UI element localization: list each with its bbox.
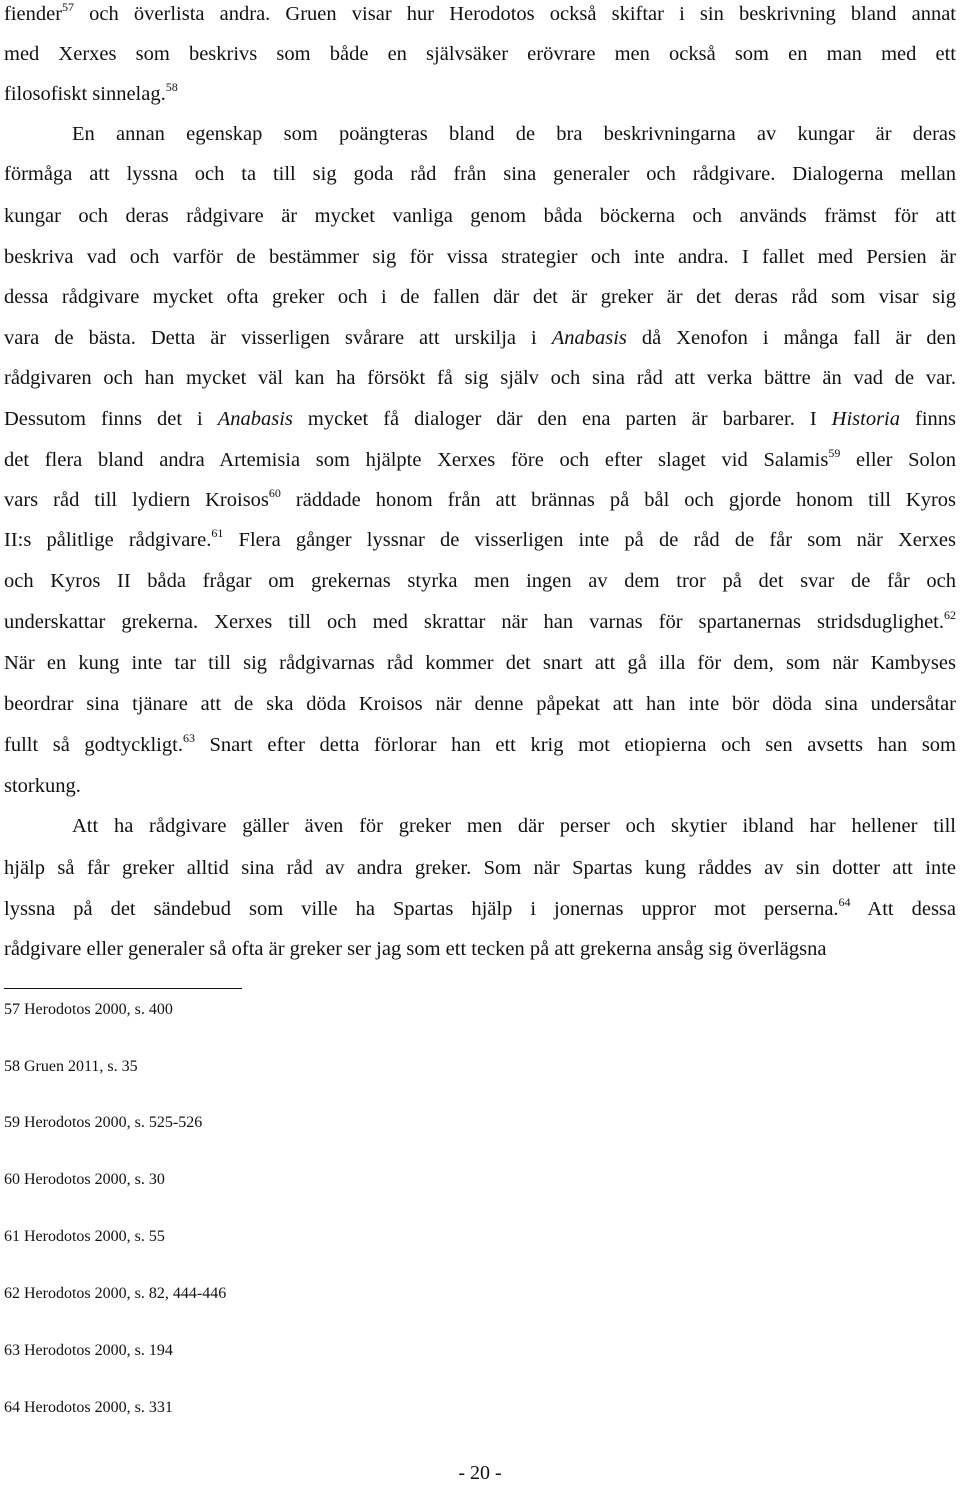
text-run: och överlista andra. Gruen visar hur Herodotos också skiftar i sin beskrivning bland annat	[74, 3, 956, 25]
text-line	[4, 526, 956, 554]
footnote: 61 Herodotos 2000, s. 55	[4, 1228, 165, 1245]
text-run: Att ha rådgivare gäller även för greker men där perser och skytier ibland har hellener till	[72, 815, 956, 837]
footnote: 59 Herodotos 2000, s. 525-526	[4, 1114, 203, 1131]
text-run: med Xerxes som beskrivs som både en självsäker erövrare men också som en man med ett	[4, 43, 956, 65]
text-run: filosofiskt sinnelag.	[4, 83, 166, 105]
text-run: vars råd till lydiern Kroisos	[4, 489, 269, 511]
text-run: eller Solon	[840, 449, 956, 471]
text-line	[4, 935, 956, 963]
footnote-reference: 57	[62, 0, 75, 14]
text-line	[4, 731, 956, 759]
text-run: mycket få dialoger där den ena parten är barbarer. I	[292, 408, 832, 430]
footnote: 64 Herodotos 2000, s. 331	[4, 1399, 173, 1416]
footnote: 63 Herodotos 2000, s. 194	[4, 1342, 173, 1359]
text-line	[4, 160, 956, 188]
text-line	[4, 120, 956, 148]
text-run: det flera bland andra Artemisia som hjälpte Xerxes före och efter slaget vid Salamis	[4, 449, 829, 471]
footnote: 58 Gruen 2011, s. 35	[4, 1058, 138, 1075]
text-line	[4, 446, 956, 474]
text-run: underskattar grekerna. Xerxes till och med skrattar när han varnas för spartanernas stridsduglighet.	[4, 611, 944, 633]
footnote: 62 Herodotos 2000, s. 82, 444-446	[4, 1285, 227, 1302]
text-run: När en kung inte tar till sig rådgivarnas råd kommer det snart att gå illa för dem, som när Kambyses	[4, 652, 956, 674]
text-line	[4, 567, 956, 595]
footnote-reference: 60	[268, 486, 281, 500]
text-line	[4, 364, 956, 392]
text-run: beskriva vad och varför de bestämmer sig för vissa strategier och inte andra. I fallet med Persien är	[4, 246, 956, 268]
text-run: förmåga att lyssna och ta till sig goda råd från sina generaler och rådgivare. Dialogerna mellan	[4, 163, 956, 185]
footnote-reference: 62	[944, 608, 956, 622]
footnote: 57 Herodotos 2000, s. 400	[4, 1001, 173, 1018]
text-run: finns	[900, 408, 957, 430]
text-line	[4, 40, 956, 68]
text-run: fullt så godtyckligt.	[4, 734, 183, 756]
text-run: hjälp så får greker alltid sina råd av andra greker. Som när Spartas kung råddes av sin dotter att inte	[4, 857, 956, 879]
text-run: rådgivare eller generaler så ofta är greker ser jag som ett tecken på att grekerna ansåg sig överlägsna	[4, 938, 827, 960]
text-line	[4, 649, 956, 677]
italic-title: Historia	[831, 408, 901, 430]
text-line	[4, 324, 956, 352]
page-number: - 20 -	[458, 1462, 502, 1484]
text-line	[4, 283, 956, 311]
text-run: dessa rådgivare mycket ofta greker och i de fallen där det är greker är det deras råd som visar sig	[4, 286, 956, 308]
text-line	[4, 0, 956, 28]
text-run: Snart efter detta förlorar han ett krig mot etiopierna och sen avsetts han som	[194, 734, 956, 756]
text-line	[4, 80, 956, 108]
footnote-reference: 59	[828, 446, 841, 460]
footnote-reference: 64	[838, 895, 851, 909]
text-run: vara de bästa. Detta är visserligen svårare att urskilja i	[4, 327, 552, 349]
text-line	[4, 812, 956, 840]
italic-title: Anabasis	[551, 327, 627, 349]
text-run: då Xenofon i många fall är den	[626, 327, 957, 349]
footnote-reference: 58	[165, 80, 178, 94]
footnote-reference: 61	[211, 526, 224, 540]
footnote-reference: 63	[182, 731, 195, 745]
text-line	[4, 405, 956, 433]
text-run: rådgivaren och han mycket väl kan ha försökt få sig själv och sina råd att verka bättre än vad de var.	[4, 367, 956, 389]
text-line	[4, 608, 956, 636]
text-run: En annan egenskap som poängteras bland de bra beskrivningarna av kungar är deras	[72, 123, 956, 145]
footnote-separator	[4, 988, 242, 989]
text-run: II:s pålitlige rådgivare.	[4, 529, 212, 551]
text-line	[4, 486, 956, 514]
text-line	[4, 854, 956, 882]
text-run: lyssna på det sändebud som ville ha Spartas hjälp i jonernas uppror mot perserna.	[4, 898, 839, 920]
text-line	[4, 895, 956, 923]
text-line	[4, 772, 956, 800]
italic-title: Anabasis	[217, 408, 293, 430]
text-run: beordrar sina tjänare att de ska döda Kroisos när denne påpekat att han inte bör döda sina undersåtar	[4, 693, 956, 715]
text-line	[4, 202, 956, 230]
text-run: och Kyros II båda frågar om grekernas styrka men ingen av dem tror på det svar de får och	[4, 570, 956, 592]
text-line	[4, 243, 956, 271]
text-run: Flera gånger lyssnar de visserligen inte på de råd de får som när Xerxes	[223, 529, 956, 551]
text-run: fiender	[4, 3, 63, 25]
text-run: räddade honom från att brännas på bål och gjorde honom till Kyros	[280, 489, 956, 511]
text-run: kungar och deras rådgivare är mycket vanliga genom båda böckerna och används främst för att	[4, 205, 956, 227]
text-run: Att dessa	[850, 898, 957, 920]
text-run: Dessutom finns det i	[4, 408, 218, 430]
text-line	[4, 690, 956, 718]
text-run: storkung.	[4, 775, 81, 797]
footnote: 60 Herodotos 2000, s. 30	[4, 1171, 165, 1188]
